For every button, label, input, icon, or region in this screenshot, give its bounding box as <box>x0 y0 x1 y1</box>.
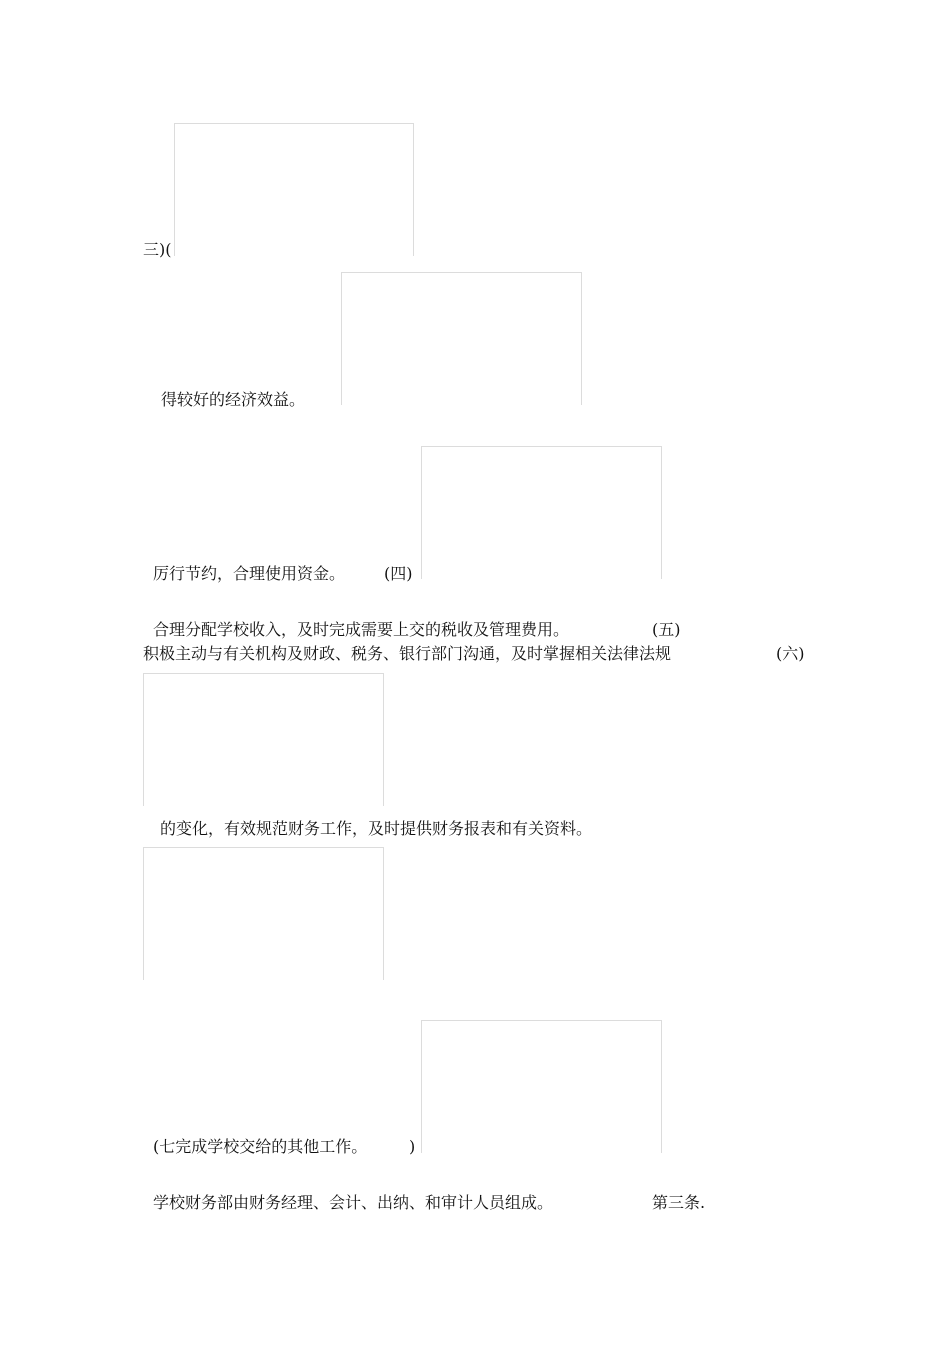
image-placeholder-2 <box>341 272 582 405</box>
image-placeholder-4 <box>143 673 384 806</box>
text-line-2: 得较好的经济效益。 <box>161 390 306 409</box>
image-placeholder-1 <box>174 123 414 256</box>
text-line-6: 的变化，有效规范财务工作，及时提供财务报表和有关资料。 <box>160 819 593 838</box>
text-line-1: 三)( <box>143 240 172 259</box>
text-line-8: 学校财务部由财务经理、会计、出纳、和审计人员组成。 <box>153 1193 554 1212</box>
article-number: 第三条. <box>652 1193 706 1212</box>
text-line-7-paren: ) <box>409 1137 416 1156</box>
text-line-4: 合理分配学校收入，及时完成需要上交的税收及管理费用。 <box>153 620 570 639</box>
text-line-5: 积极主动与有关机构及财政、税务、银行部门沟通，及时掌握相关法律法规 <box>143 644 672 663</box>
text-line-5-number: (六) <box>776 644 805 663</box>
text-line-3: 厉行节约，合理使用资金。 <box>153 564 346 583</box>
text-line-3-number: (四) <box>384 564 413 583</box>
image-placeholder-5 <box>143 847 384 980</box>
text-line-7: (七完成学校交给的其他工作。 <box>153 1137 368 1156</box>
image-placeholder-3 <box>421 446 662 579</box>
text-line-4-number: (五) <box>652 620 681 639</box>
image-placeholder-6 <box>421 1020 662 1153</box>
